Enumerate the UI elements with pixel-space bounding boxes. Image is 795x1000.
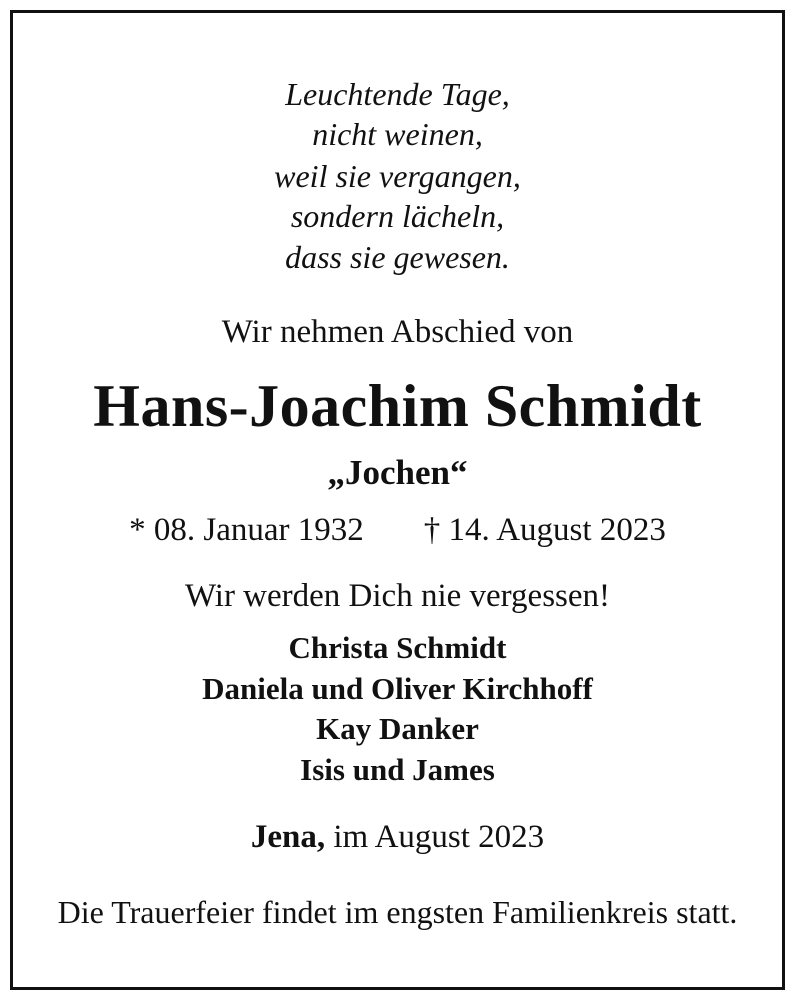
poem-line-3: weil sie vergangen, [274, 158, 521, 194]
mourner-4: Isis und James [300, 752, 495, 787]
funeral-notice: Die Trauerfeier findet im engsten Familienkreis statt. [57, 894, 738, 930]
poem-line-1: Leuchtende Tage, [285, 76, 510, 112]
life-dates [0, 514, 795, 547]
poem-line-4: sondern lächeln, [290, 198, 505, 234]
mourner-1: Christa Schmidt [288, 630, 507, 665]
deceased-name: Hans-Joachim Schmidt [93, 373, 702, 439]
mourner-2: Daniela und Oliver Kirchhoff [202, 671, 593, 706]
place: Jena, [250, 819, 326, 855]
birth-date: * 08. Januar 1932 [129, 512, 364, 548]
poem-line-5: dass sie gewesen. [285, 239, 510, 275]
farewell-text: Wir werden Dich nie vergessen! [184, 578, 611, 614]
mourner-3: Kay Danker [316, 711, 479, 746]
date: im August 2023 [333, 819, 545, 855]
place-date [0, 821, 795, 854]
deceased-nickname: „Jochen“ [327, 453, 468, 492]
death-date: † 14. August 2023 [423, 512, 666, 548]
poem-line-2: nicht weinen, [312, 116, 483, 152]
intro-text: Wir nehmen Abschied von [221, 314, 574, 350]
